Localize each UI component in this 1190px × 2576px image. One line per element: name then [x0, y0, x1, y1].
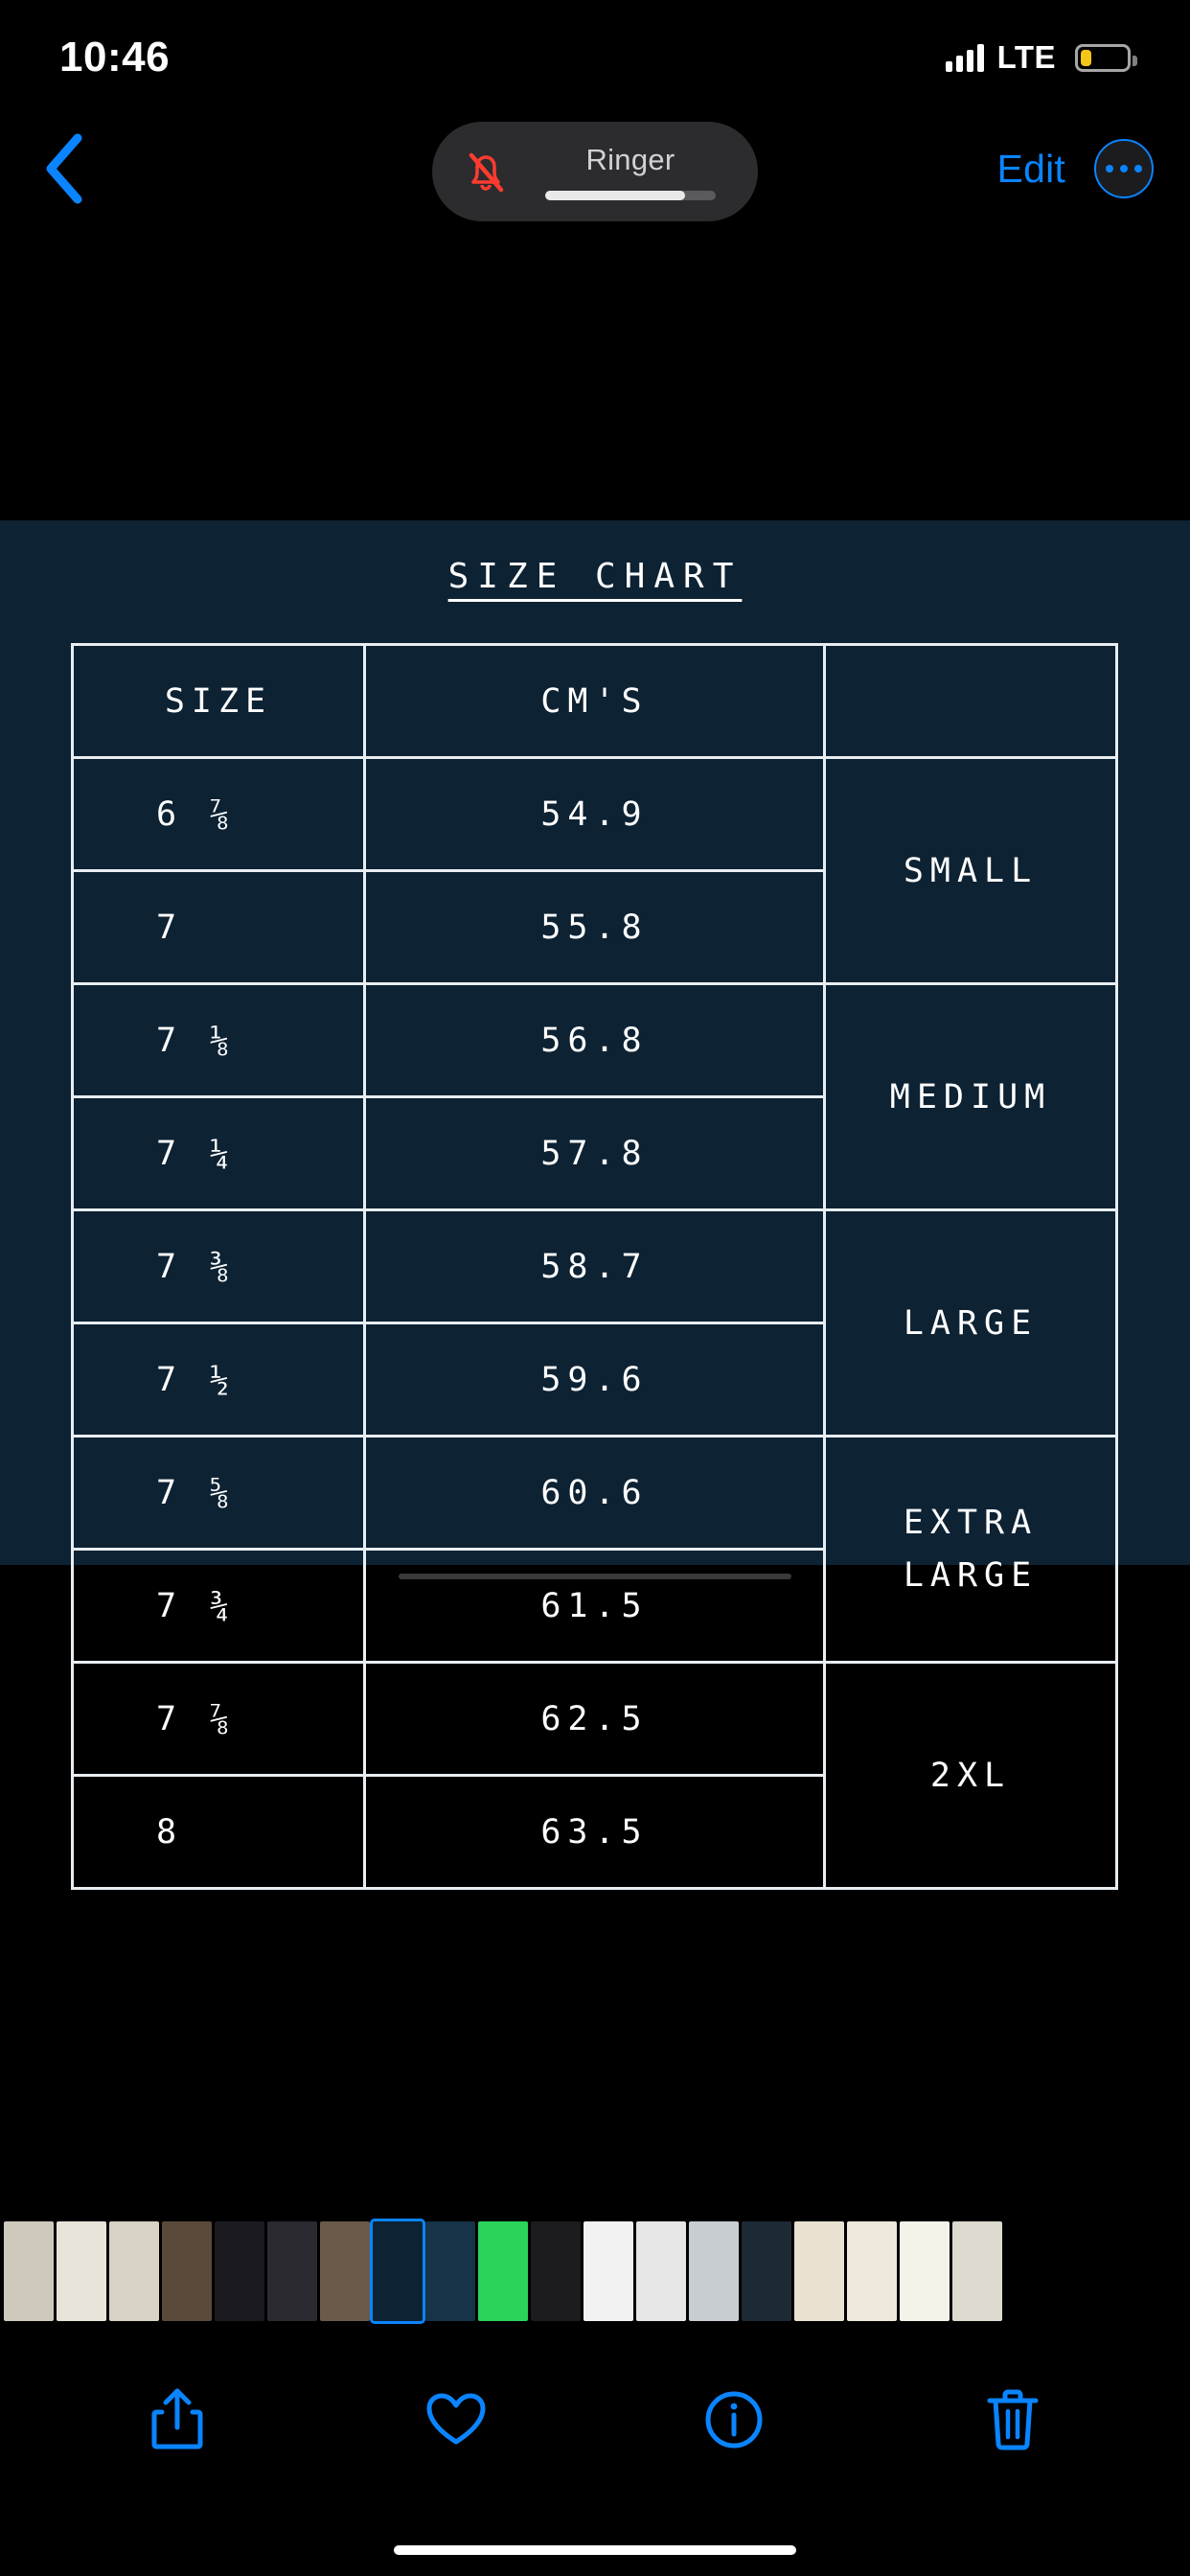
photo-toolbar [0, 2358, 1190, 2482]
cell-size: 7 ¼ [73, 1097, 365, 1210]
filmstrip-thumbnail[interactable] [215, 2221, 264, 2321]
table-row [73, 1663, 1117, 1776]
filmstrip-thumbnail[interactable] [847, 2221, 897, 2321]
ringer-label: Ringer [585, 143, 675, 176]
cell-size: 7 ⅛ [73, 984, 365, 1097]
filmstrip-thumbnail[interactable] [162, 2221, 212, 2321]
bell-slash-icon [457, 143, 515, 200]
cell-cm: 55.8 [365, 871, 825, 984]
photo-page-indicator [399, 1574, 791, 1579]
photo-viewer[interactable] [0, 266, 1190, 1852]
ringer-volume-slider[interactable] [545, 191, 716, 200]
filmstrip-thumbnail[interactable] [320, 2221, 370, 2321]
cell-cm: 59.6 [365, 1323, 825, 1437]
share-icon[interactable] [134, 2377, 220, 2463]
filmstrip-thumbnail[interactable] [425, 2221, 475, 2321]
ringer-volume-hud [432, 122, 758, 221]
cell-size: 7 ½ [73, 1323, 365, 1437]
battery-icon [1075, 44, 1131, 72]
cell-size: 7 ¾ [73, 1550, 365, 1663]
cell-size: 6 ⅞ [73, 758, 365, 871]
filmstrip-thumbnail[interactable] [531, 2221, 581, 2321]
cell-size: 7 ⅜ [73, 1210, 365, 1323]
cell-size-group: MEDIUM [825, 984, 1117, 1210]
table-row [73, 984, 1117, 1097]
table-row [73, 1437, 1117, 1550]
ringer-volume-fill [545, 191, 685, 200]
size-chart-photo[interactable] [0, 520, 1190, 1852]
filmstrip-thumbnail[interactable] [742, 2221, 791, 2321]
filmstrip-thumbnail[interactable] [636, 2221, 686, 2321]
info-icon[interactable] [691, 2377, 777, 2463]
table-row [73, 758, 1117, 871]
filmstrip-thumbnail[interactable] [689, 2221, 739, 2321]
table-row [73, 1210, 1117, 1323]
trash-icon[interactable] [970, 2377, 1056, 2463]
column-header: SIZE [73, 645, 365, 758]
status-bar [0, 0, 1190, 115]
cell-cm: 57.8 [365, 1097, 825, 1210]
status-time: 10:46 [59, 34, 171, 80]
cell-size: 7 [73, 871, 365, 984]
cell-cm: 61.5 [365, 1550, 825, 1663]
column-header: CM'S [365, 645, 825, 758]
cell-cm: 63.5 [365, 1776, 825, 1889]
signal-bars-icon [946, 43, 984, 72]
filmstrip-thumbnail[interactable] [373, 2221, 423, 2321]
cell-size-group: SMALL [825, 758, 1117, 984]
cell-cm: 58.7 [365, 1210, 825, 1323]
cell-size: 7 ⅝ [73, 1437, 365, 1550]
filmstrip-thumbnail[interactable] [584, 2221, 633, 2321]
filmstrip-thumbnail[interactable] [794, 2221, 844, 2321]
ringer-hud-body [528, 143, 733, 200]
column-header [825, 645, 1117, 758]
nav-right-group [997, 139, 1154, 198]
more-ellipsis-icon[interactable] [1094, 139, 1154, 198]
filmstrip-thumbnail[interactable] [109, 2221, 159, 2321]
cell-size-group: EXTRA LARGE [825, 1437, 1117, 1663]
cell-cm: 56.8 [365, 984, 825, 1097]
chart-title: SIZE CHART [447, 557, 743, 596]
filmstrip-thumbnail[interactable] [57, 2221, 106, 2321]
status-indicators [946, 39, 1131, 76]
size-chart-table [71, 643, 1118, 1890]
filmstrip-thumbnail[interactable] [900, 2221, 950, 2321]
cell-cm: 54.9 [365, 758, 825, 871]
filmstrip-thumbnail[interactable] [4, 2221, 54, 2321]
cell-size-group: 2XL [825, 1663, 1117, 1889]
home-indicator [394, 2545, 796, 2555]
filmstrip-thumbnail[interactable] [952, 2221, 1002, 2321]
table-header-row [73, 645, 1117, 758]
filmstrip-thumbnail[interactable] [267, 2221, 317, 2321]
favorite-heart-icon[interactable] [413, 2377, 499, 2463]
edit-button[interactable]: Edit [996, 146, 1065, 191]
back-chevron-icon[interactable] [36, 142, 90, 196]
photo-filmstrip[interactable] [0, 2214, 1190, 2329]
carrier-tech-label: LTE [996, 39, 1056, 75]
cell-size-group: LARGE [825, 1210, 1117, 1437]
cell-size: 7 ⅞ [73, 1663, 365, 1776]
filmstrip-thumbnail[interactable] [478, 2221, 528, 2321]
cell-cm: 60.6 [365, 1437, 825, 1550]
cell-cm: 62.5 [365, 1663, 825, 1776]
cell-size: 8 [73, 1776, 365, 1889]
